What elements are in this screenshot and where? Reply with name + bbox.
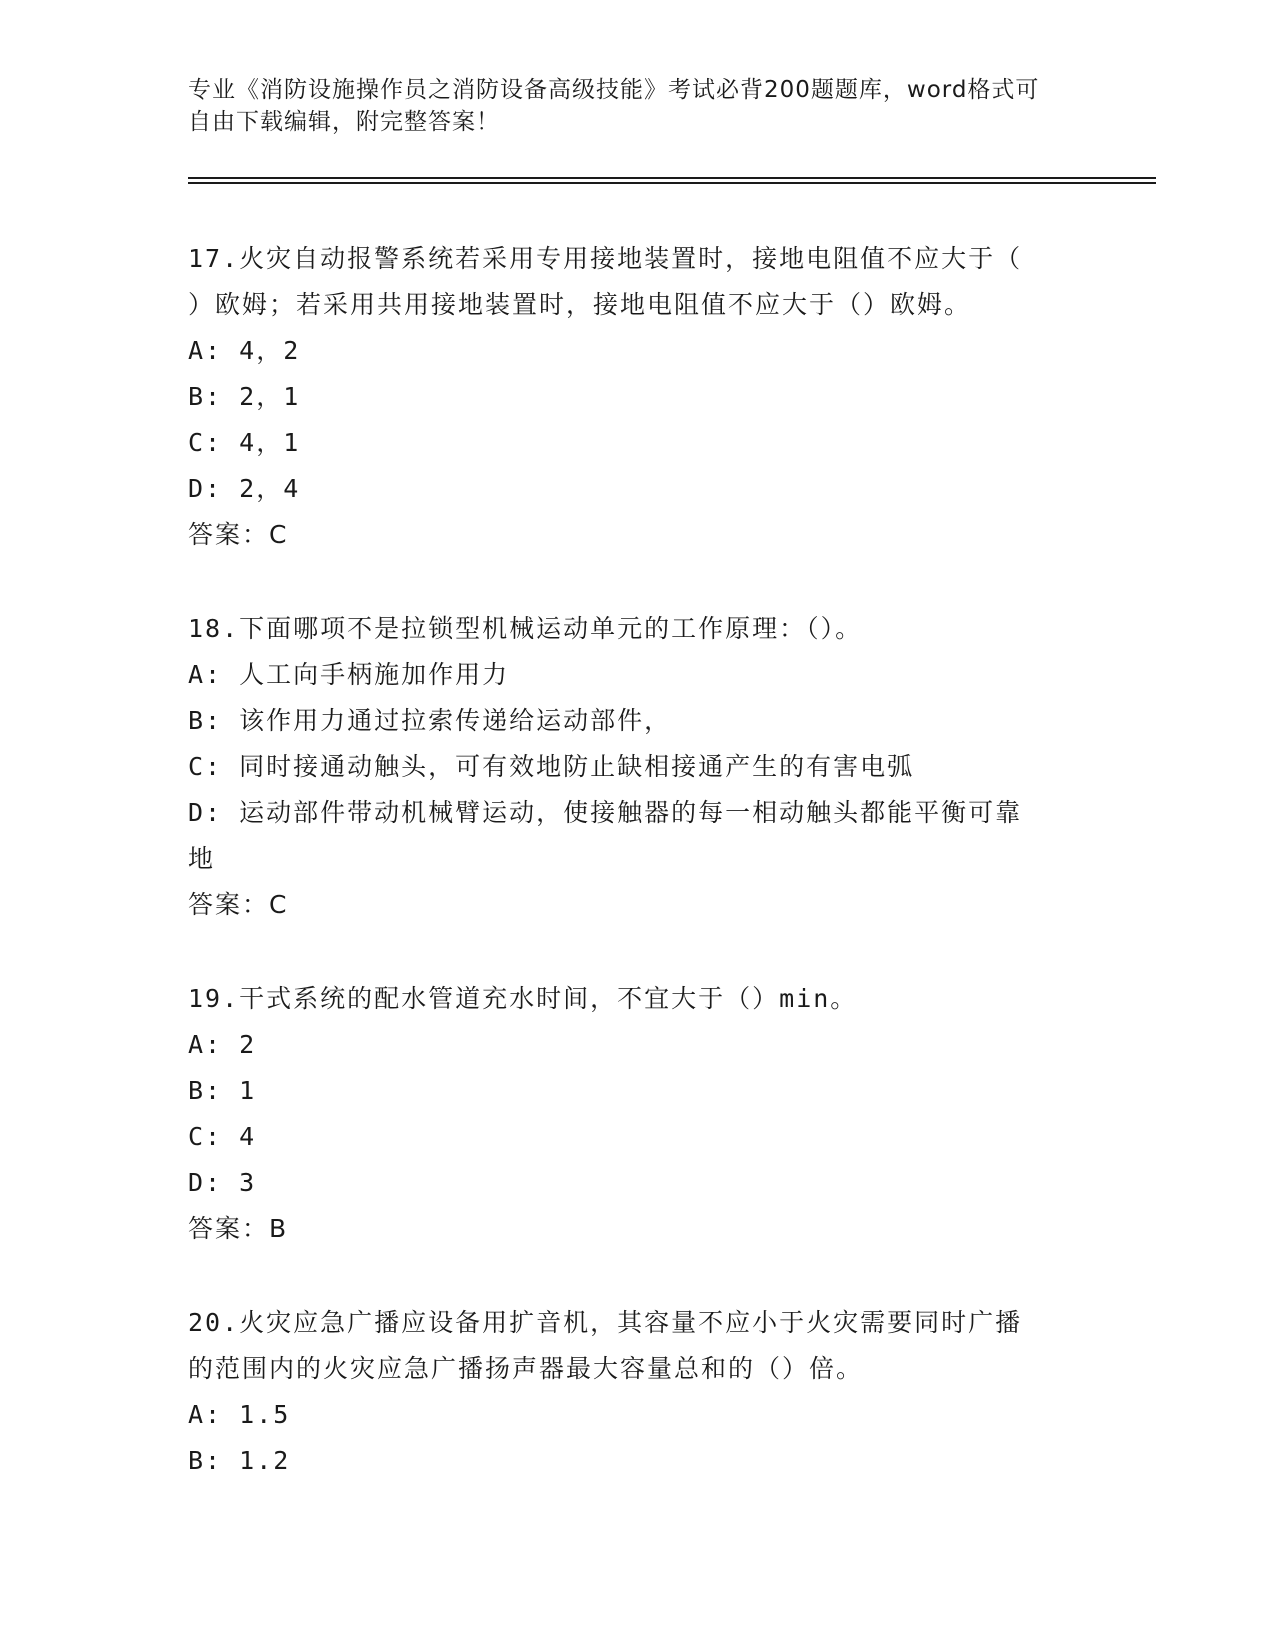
option-d: D: 3 [188,1168,257,1197]
header-line-2: 自由下载编辑，附完整答案！ [188,109,500,135]
answer-label: 答案：C [188,520,289,549]
question-stem: ）欧姆；若采用共用接地装置时，接地电阻值不应大于（）欧姆。 [188,290,972,319]
option-d: D: 2，4 [188,474,301,503]
header-divider-bottom [188,182,1156,184]
question-stem: 18.下面哪项不是拉锁型机械运动单元的工作原理：（）。 [188,614,863,643]
option-b: B: 1 [188,1076,257,1105]
option-c: C: 同时接通动触头，可有效地防止缺相接通产生的有害电弧 [188,752,915,781]
answer-label: 答案：B [188,1214,289,1243]
option-d-continued: 地 [188,844,216,873]
option-a: A: 4，2 [188,336,301,365]
option-c: C: 4，1 [188,428,301,457]
option-a: A: 人工向手柄施加作用力 [188,660,510,689]
option-a: A: 2 [188,1030,257,1059]
header-divider-top [188,177,1156,179]
answer-label: 答案：C [188,890,289,919]
question-18 [188,606,1088,928]
question-19 [188,976,1088,1252]
question-stem: 20.火灾应急广播应设备用扩音机，其容量不应小于火灾需要同时广播 [188,1308,1023,1337]
question-stem: 17.火灾自动报警系统若采用专用接地装置时，接地电阻值不应大于（ [188,244,1023,273]
option-c: C: 4 [188,1122,257,1151]
header-line-1: 专业《消防设施操作员之消防设备高级技能》考试必背200题题库，word格式可 [188,77,1040,103]
option-b: B: 2，1 [188,382,301,411]
question-list [188,236,1088,1532]
option-d: D: 运动部件带动机械臂运动，使接触器的每一相动触头都能平衡可靠 [188,798,1023,827]
question-stem: 19.干式系统的配水管道充水时间，不宜大于（）min。 [188,984,858,1013]
question-17 [188,236,1088,558]
option-a: A: 1.5 [188,1400,291,1429]
question-stem: 的范围内的火灾应急广播扬声器最大容量总和的（）倍。 [188,1354,864,1383]
document-header [188,74,1088,138]
option-b: B: 1.2 [188,1446,291,1475]
option-b: B: 该作用力通过拉索传递给运动部件， [188,706,672,735]
question-20 [188,1300,1088,1484]
